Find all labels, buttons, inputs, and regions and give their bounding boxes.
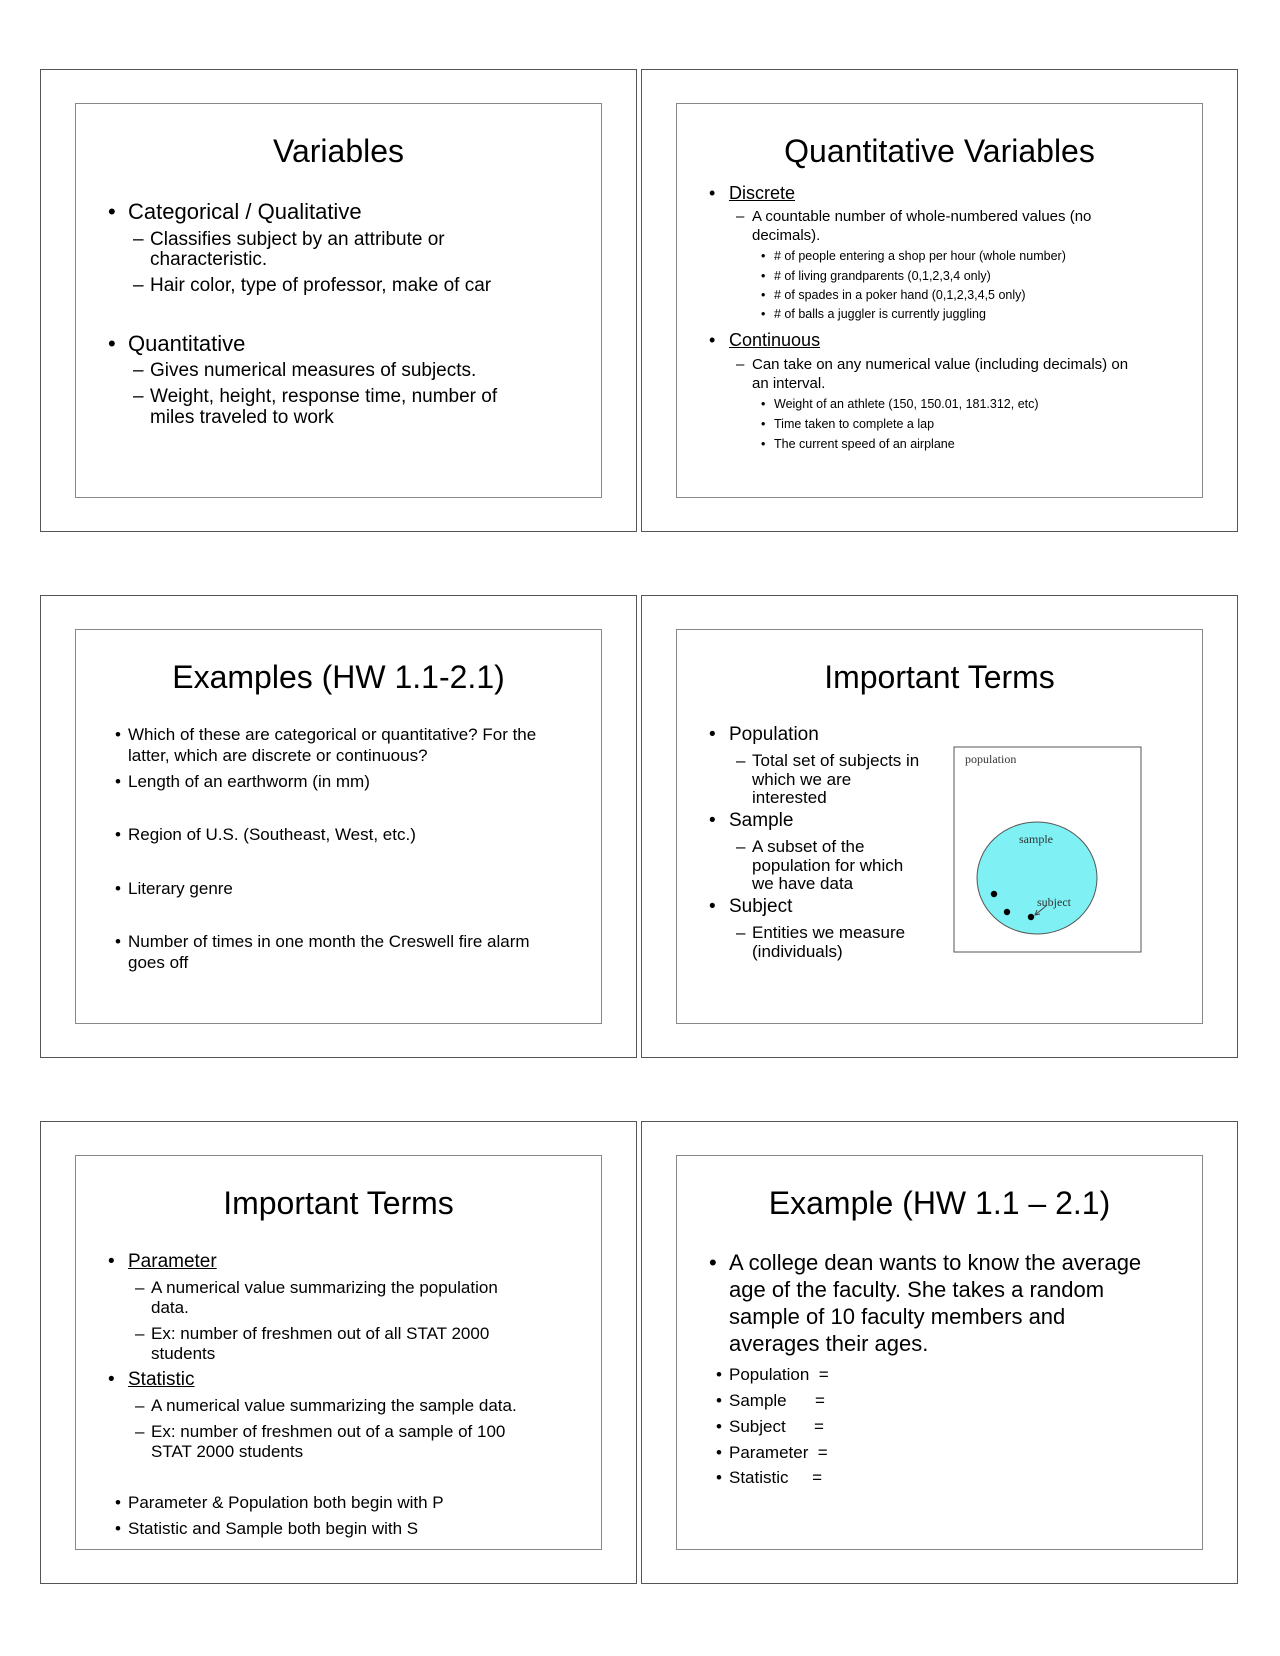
sub-bullet: – A numerical value summarizing the sample data. xyxy=(151,1397,517,1416)
sub-bullet: – A subset of the xyxy=(752,838,864,857)
sub-bullet: – A countable number of whole-numbered values (no xyxy=(752,209,1091,226)
sub-bullet: – Can take on any numerical value (including decimals) on xyxy=(752,357,1128,374)
subject-dot xyxy=(991,891,997,897)
sub-bullet-cont: characteristic. xyxy=(150,249,268,270)
slide-title: Example (HW 1.1 – 2.1) xyxy=(768,1185,1111,1221)
slide-important-terms-1 xyxy=(676,629,1203,1024)
sub-bullet: – Ex: number of freshmen out of all STAT 2000 xyxy=(151,1325,489,1344)
slide-title: Quantitative Variables xyxy=(784,133,1095,169)
slide-important-terms-2 xyxy=(75,1155,602,1550)
sub-bullet-cont: STAT 2000 students xyxy=(151,1442,304,1461)
subject-dot xyxy=(1028,914,1034,920)
subject-dot xyxy=(1004,909,1010,915)
slide-variables xyxy=(75,103,602,498)
slide-quantitative-variables xyxy=(676,103,1203,498)
scenario-text-cont: sample of 10 faculty members and xyxy=(729,1304,1066,1329)
example-item: • # of balls a juggler is currently juggling xyxy=(774,308,986,322)
question-item: • Length of an earthworm (in mm) xyxy=(128,773,370,792)
bullet-statistic: • Statistic xyxy=(128,1370,195,1391)
sub-bullet-cont: students xyxy=(151,1344,216,1363)
question-item-cont: goes off xyxy=(128,953,189,972)
example-item: • The current speed of an airplane xyxy=(774,438,955,452)
bullet-parameter: • Parameter xyxy=(128,1252,217,1273)
slide-example-dean xyxy=(676,1155,1203,1550)
example-item: • Time taken to complete a lap xyxy=(774,418,934,432)
bullet-discrete: • Discrete xyxy=(729,184,795,204)
sub-bullet-cont: which we are xyxy=(752,770,852,789)
question-item: • Region of U.S. (Southeast, West, etc.) xyxy=(128,826,416,845)
bullet-subject: • Subject xyxy=(729,897,792,918)
sample-label: sample xyxy=(1019,832,1053,846)
bullet-quantitative: • Quantitative xyxy=(128,332,245,356)
answer-prompt: • Sample = xyxy=(729,1392,825,1411)
bullet-categorical: • Categorical / Qualitative xyxy=(128,200,362,224)
sub-bullet-cont: an interval. xyxy=(752,375,826,392)
subject-label: subject xyxy=(1037,895,1071,909)
question-item-cont: latter, which are discrete or continuous? xyxy=(128,746,428,765)
answer-prompt: • Population = xyxy=(729,1366,829,1385)
population-label: population xyxy=(965,752,1017,766)
example-item: • # of living grandparents (0,1,2,3,4 only) xyxy=(774,270,991,284)
question-item: • Literary genre xyxy=(128,880,233,899)
bullet-continuous: • Continuous xyxy=(729,331,820,351)
sub-bullet: – Total set of subjects in xyxy=(752,752,919,771)
sub-bullet: – Gives numerical measures of subjects. xyxy=(150,361,476,382)
example-item: • Weight of an athlete (150, 150.01, 181.312, etc) xyxy=(774,398,1039,412)
mnemonic-item: • Statistic and Sample both begin with S xyxy=(128,1520,418,1539)
question-item: • Which of these are categorical or quantitative? For the xyxy=(128,726,536,745)
scenario-text-cont: age of the faculty. She takes a random xyxy=(729,1277,1105,1302)
sub-bullet-cont: we have data xyxy=(752,874,854,893)
scenario-text: • A college dean wants to know the average xyxy=(729,1251,1141,1275)
sub-bullet-cont: (individuals) xyxy=(752,942,843,961)
slide-title: Important Terms xyxy=(824,659,1055,695)
sub-bullet: – Weight, height, response time, number of xyxy=(150,387,497,408)
sub-bullet: – Ex: number of freshmen out of a sample of 100 xyxy=(151,1423,505,1442)
answer-prompt: • Statistic = xyxy=(729,1469,822,1488)
sub-bullet-cont: decimals). xyxy=(752,227,821,244)
mnemonic-item: • Parameter & Population both begin with P xyxy=(128,1494,444,1513)
answer-prompt: • Parameter = xyxy=(729,1444,828,1463)
scenario-text-cont: averages their ages. xyxy=(729,1331,929,1356)
sub-bullet-cont: miles traveled to work xyxy=(150,407,334,428)
bullet-sample: • Sample xyxy=(729,811,793,832)
slide-title: Variables xyxy=(272,133,405,169)
sub-bullet-cont: interested xyxy=(752,788,827,807)
sub-bullet: – Classifies subject by an attribute or xyxy=(150,230,445,251)
slide-title: Important Terms xyxy=(223,1185,454,1221)
population-sample-diagram xyxy=(953,746,1143,954)
sub-bullet-cont: data. xyxy=(151,1298,189,1317)
bullet-population: • Population xyxy=(729,725,819,746)
example-item: • # of spades in a poker hand (0,1,2,3,4,5 only) xyxy=(774,289,1026,303)
sub-bullet: – Hair color, type of professor, make of car xyxy=(150,276,491,297)
question-item: • Number of times in one month the Creswell fire alarm xyxy=(128,933,530,952)
slide-title: Examples (HW 1.1-2.1) xyxy=(172,659,505,695)
sub-bullet: – A numerical value summarizing the population xyxy=(151,1279,498,1298)
answer-prompt: • Subject = xyxy=(729,1418,824,1437)
slide-examples xyxy=(75,629,602,1024)
sub-bullet: – Entities we measure xyxy=(752,924,905,943)
example-item: • # of people entering a shop per hour (whole number) xyxy=(774,250,1066,264)
sub-bullet-cont: population for which xyxy=(752,856,904,875)
